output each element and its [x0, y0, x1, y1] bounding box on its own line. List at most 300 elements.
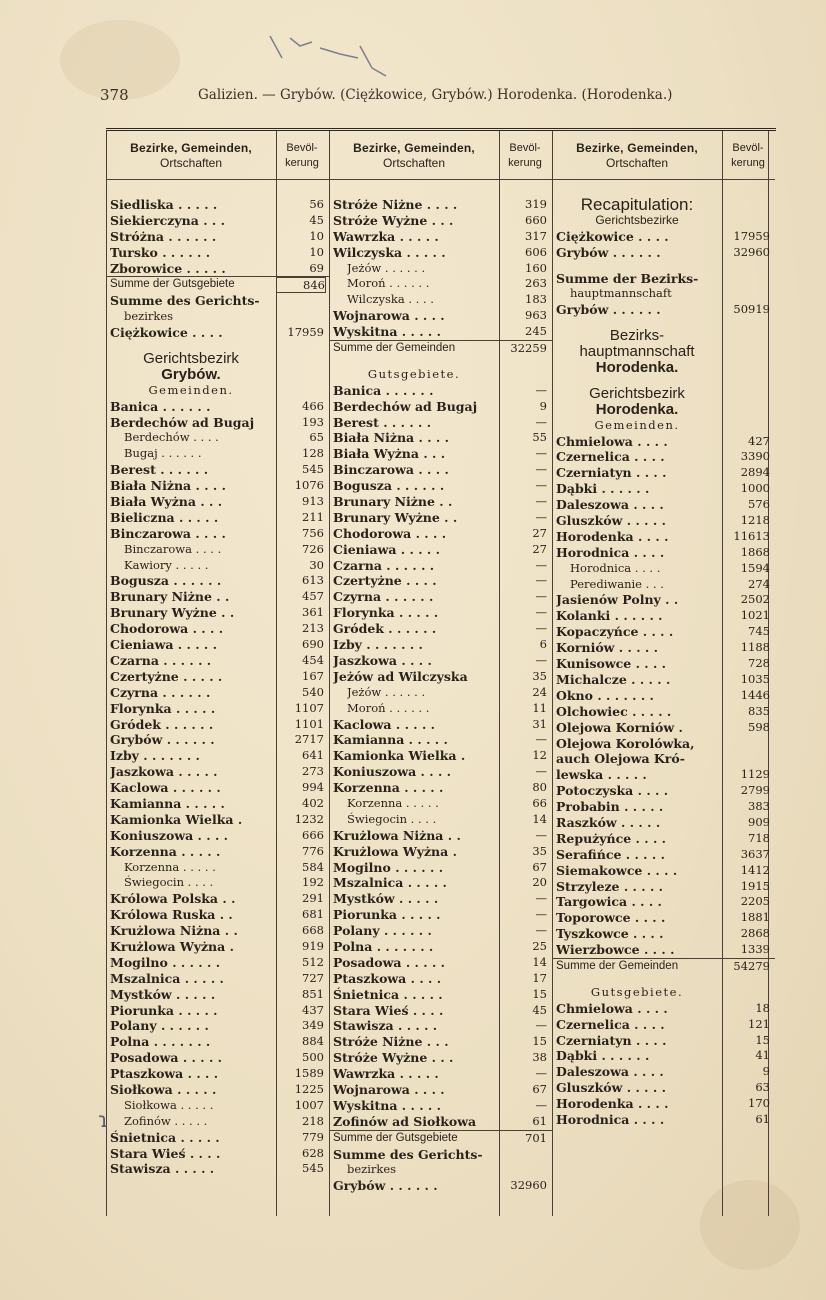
row-name: Wilczyska . . . . . [333, 244, 446, 260]
table-row [552, 302, 775, 318]
table-row [106, 939, 329, 955]
row-population: 14 [532, 954, 547, 969]
table-row [106, 828, 329, 844]
table-row [106, 717, 329, 733]
running-head-title: Galizien. — Grybów. (Ciężkowice, Grybów.) Horodenka. (Horodenka.) [198, 87, 673, 103]
row-name: Summe des Gerichts- [110, 293, 260, 309]
row-name: Czernelica . . . . [556, 449, 665, 465]
row-name: Grybów . . . . . . [110, 732, 215, 748]
row-name: bezirkes [347, 1162, 397, 1177]
row-population: 613 [302, 573, 324, 588]
table-row [106, 1066, 329, 1082]
table-row [552, 1064, 775, 1080]
row-name: Bogusza . . . . . . [333, 478, 445, 494]
row-population: 11 [532, 700, 547, 715]
table-row [329, 891, 552, 907]
table-row [106, 701, 329, 717]
table-row [329, 494, 552, 510]
table-row [106, 1018, 329, 1034]
row-name: Summe der Gemeinden [333, 342, 456, 355]
row-name: Repużyńce . . . . [556, 830, 666, 846]
row-name: Horodnica . . . . [570, 560, 661, 575]
table-row [552, 942, 775, 958]
header-name-line2: Ortschaften [159, 156, 223, 170]
row-population: 402 [302, 795, 324, 810]
row-name: Binczarowa . . . . [110, 525, 226, 541]
row-name: Korzenna . . . . . [124, 859, 216, 874]
row-name: Berdechów ad Bugaj [110, 414, 255, 430]
row-name: Horodenka . . . . [556, 1096, 669, 1112]
row-name: Olejowa Korolówka, [556, 735, 695, 751]
row-population: 50919 [733, 302, 770, 317]
row-name: Summe der Bezirks- [556, 270, 699, 286]
column-header-name [108, 141, 274, 171]
table-row [552, 656, 775, 672]
row-population: — [535, 589, 547, 604]
table-row [329, 589, 552, 605]
column-header [106, 135, 329, 180]
row-name: Gemeinden. [594, 417, 680, 432]
row-population: 35 [532, 843, 547, 858]
table-row [552, 286, 775, 302]
row-population: 1589 [294, 1066, 324, 1081]
table-row [106, 1146, 329, 1162]
row-population: 726 [302, 541, 324, 556]
row-population: — [535, 494, 547, 509]
row-name: Recapitulation: [580, 197, 694, 213]
row-population: 80 [532, 780, 547, 795]
row-population: 913 [302, 494, 324, 509]
row-name: Dąbki . . . . . . [556, 481, 650, 497]
row-name: Polna . . . . . . . [110, 1034, 211, 1050]
row-population: 1218 [740, 513, 770, 528]
table-row [552, 688, 775, 704]
row-population: — [535, 478, 547, 493]
row-name: Tyszkowce . . . . [556, 926, 664, 942]
row-name: Stawisza . . . . . [333, 1018, 438, 1034]
row-name: Ciężkowice . . . . [556, 228, 669, 244]
table-row [552, 577, 775, 593]
row-population: 61 [755, 1111, 770, 1126]
pencil-scribble-icon [260, 28, 400, 78]
row-name: Siołkowa . . . . . [124, 1097, 214, 1112]
row-name: Mszalnica . . . . . [110, 970, 224, 986]
table-row [552, 513, 775, 529]
row-population: 274 [748, 576, 770, 591]
table-row [552, 783, 775, 799]
row-name: Bezirks- [609, 328, 665, 345]
table-row [552, 497, 775, 513]
row-name: Mszalnica . . . . . [333, 875, 447, 891]
row-name: Horodenka. [595, 401, 679, 418]
row-name: Zofinów . . . . . [124, 1113, 208, 1128]
column-rows [329, 197, 552, 1194]
table-row [329, 875, 552, 891]
row-population: 14 [532, 811, 547, 826]
row-population: 18 [755, 1000, 770, 1015]
row-population: — [535, 652, 547, 667]
row-population: 32960 [510, 1178, 547, 1193]
row-name: Bugaj . . . . . . [124, 446, 202, 461]
row-name: Moroń . . . . . . [347, 700, 430, 715]
row-name: Brunary Wyżne . . [110, 605, 235, 621]
row-population: 2502 [740, 592, 770, 607]
table-row [329, 860, 552, 876]
row-name: Summe des Gerichts- [333, 1146, 483, 1162]
table-row [106, 875, 329, 891]
row-population: — [535, 573, 547, 588]
table-row [106, 229, 329, 245]
row-name: Berest . . . . . . [110, 462, 209, 478]
row-name: Gródek . . . . . . [110, 716, 214, 732]
row-name: Potoczyska . . . . [556, 783, 669, 799]
row-name: Toporowce . . . . [556, 910, 666, 926]
row-population: 1000 [740, 481, 770, 496]
table-row [552, 720, 775, 736]
row-name: Kamionka Wielka . [110, 811, 243, 827]
table-row [552, 229, 775, 245]
table-row [106, 955, 329, 971]
row-name: Cieniawa . . . . . [110, 637, 217, 653]
table-row [552, 985, 775, 1001]
table-row [329, 764, 552, 780]
row-name: Ptaszkowa . . . . [333, 970, 442, 986]
row-name: Serafińce . . . . . [556, 846, 665, 862]
table-row [106, 653, 329, 669]
row-name: Berest . . . . . . [333, 414, 432, 430]
row-name: Michalcze . . . . . [556, 671, 671, 687]
table-row [552, 863, 775, 879]
row-name: Targowica . . . . [556, 894, 662, 910]
row-name: Polna . . . . . . . [333, 938, 434, 954]
column-rows [106, 197, 329, 1177]
row-population: — [535, 907, 547, 922]
row-name: Brunary Wyżne . . [333, 509, 458, 525]
table-row [106, 399, 329, 415]
row-population: 45 [309, 212, 324, 227]
table-row [106, 261, 329, 277]
row-population: 2205 [740, 894, 770, 909]
table-row [552, 434, 775, 450]
row-name: Wawrzka . . . . . [333, 228, 439, 244]
row-name: Kaclowa . . . . . . [110, 780, 221, 796]
row-name: Czarna . . . . . . [110, 652, 212, 668]
row-population: — [535, 891, 547, 906]
table-row [329, 308, 552, 324]
row-name: Perediwanie . . . [570, 576, 664, 591]
row-population: 317 [525, 228, 547, 243]
row-name: Koniuszowa . . . . [110, 827, 228, 843]
table-row [329, 1178, 552, 1194]
table-row [329, 229, 552, 245]
row-population: 15 [755, 1032, 770, 1047]
column-header-population [723, 141, 773, 171]
row-name: Świegocin . . . . [124, 875, 214, 890]
table-row [552, 449, 775, 465]
row-name: Binczarowa . . . . [333, 462, 449, 478]
table-row [552, 672, 775, 688]
row-population: 9 [762, 1064, 770, 1079]
row-population: 1446 [740, 687, 770, 702]
table-row [106, 367, 329, 383]
table-row [106, 293, 329, 309]
table-row [106, 907, 329, 923]
table-row [552, 975, 775, 985]
row-population: 27 [532, 541, 547, 556]
table-row [329, 653, 552, 669]
table-row [106, 971, 329, 987]
table-row [552, 418, 775, 434]
table-row [329, 213, 552, 229]
row-name: Korzenna . . . . . [347, 795, 439, 810]
row-name: auch Olejowa Kró- [556, 751, 685, 767]
table-row [552, 847, 775, 863]
pencil-mark-icon: ɿ [98, 1108, 109, 1132]
table-row [106, 1050, 329, 1066]
table-row [106, 341, 329, 351]
row-population: 24 [532, 684, 547, 699]
header-name-line2: Ortschaften [382, 156, 446, 170]
row-name: Jaszkowa . . . . . [110, 764, 218, 780]
header-pop-line1: Bevöl- [286, 142, 318, 154]
table-row [552, 751, 775, 767]
row-name: lewska . . . . . [556, 767, 647, 783]
table-row [552, 376, 775, 386]
row-name: Stróże Niżne . . . [333, 1034, 449, 1050]
row-population: 963 [525, 308, 547, 323]
row-population: — [535, 923, 547, 938]
row-name: Biała Niżna . . . . [110, 478, 226, 494]
row-population: 512 [302, 954, 324, 969]
row-population: 851 [302, 986, 324, 1001]
row-name: Wawrzka . . . . . [333, 1066, 439, 1082]
row-population: 1225 [294, 1081, 324, 1096]
row-population: 776 [302, 843, 324, 858]
row-population: 690 [302, 637, 324, 652]
table-row [106, 542, 329, 558]
row-name: Chodorowa . . . . [333, 525, 447, 541]
table-column-3 [552, 131, 775, 1216]
table-row [552, 1033, 775, 1049]
row-population: 41 [755, 1048, 770, 1063]
row-name: Okno . . . . . . . [556, 687, 654, 703]
row-name: Binczarowa . . . . [124, 541, 222, 556]
row-name: Stara Wieś . . . . [110, 1145, 221, 1161]
row-population: 779 [302, 1129, 324, 1144]
row-population: 20 [532, 875, 547, 890]
row-population: 17 [532, 970, 547, 985]
table-row [106, 383, 329, 399]
row-population: 69 [309, 260, 324, 275]
row-name: Korniów . . . . . [556, 640, 658, 656]
table-row [329, 478, 552, 494]
header-name-line1: Bezirke, Gemeinden, [130, 141, 252, 155]
row-population: 32960 [733, 244, 770, 259]
table-row [106, 351, 329, 367]
header-name-line2: Ortschaften [605, 156, 669, 170]
row-name: Gerichtsbezirk [143, 351, 239, 367]
row-population: — [535, 462, 547, 477]
row-name: Bogusza . . . . . . [110, 573, 222, 589]
row-population: 291 [302, 891, 324, 906]
row-name: Posadowa . . . . . [110, 1050, 222, 1066]
table-row [552, 1001, 775, 1017]
row-name: Gluszków . . . . . [556, 513, 666, 529]
row-name: hauptmannschaft [579, 344, 695, 361]
table-row [329, 748, 552, 764]
row-population: 319 [525, 197, 547, 211]
row-population: 167 [302, 668, 324, 683]
row-population: 660 [525, 212, 547, 227]
table-row [106, 1098, 329, 1114]
row-name: Probabin . . . . . [556, 799, 664, 815]
row-population: 63 [755, 1080, 770, 1095]
row-name: Korzenna . . . . . [333, 780, 444, 796]
table-row [552, 1048, 775, 1064]
table-row [106, 637, 329, 653]
row-name: Gutsgebiete. [367, 366, 461, 381]
row-name: Kamionka Wielka . [333, 748, 466, 764]
row-population: 211 [302, 509, 324, 524]
row-name: Banica . . . . . . [333, 382, 434, 398]
table-row [552, 958, 775, 975]
table-row [106, 309, 329, 325]
table-row [329, 292, 552, 308]
table-row [329, 796, 552, 812]
row-population: 17959 [733, 228, 770, 243]
table-row [106, 245, 329, 261]
row-population: 31 [532, 716, 547, 731]
row-name: Zofinów ad Siołkowa [333, 1113, 477, 1129]
row-name: Wojnarowa . . . . [333, 1081, 445, 1097]
row-name: Horodenka. [595, 360, 679, 376]
table-row [329, 637, 552, 653]
row-name: Jaszkowa . . . . [333, 652, 432, 668]
row-name: Mogilno . . . . . . [110, 954, 221, 970]
row-name: Zborowice . . . . . [110, 260, 226, 276]
column-header-name [331, 141, 497, 171]
table-row [106, 685, 329, 701]
table-row [552, 926, 775, 942]
column-header [329, 135, 552, 180]
row-name: Tursko . . . . . . [110, 244, 211, 260]
row-population: 17959 [287, 325, 324, 340]
row-name: Wierzbowce . . . . [556, 942, 675, 958]
row-population: 584 [302, 859, 324, 874]
row-name: Moroń . . . . . . [347, 276, 430, 291]
row-name: Wyskitna . . . . . [333, 324, 441, 340]
table-row [106, 589, 329, 605]
table-row [329, 276, 552, 292]
row-name: Czerniatyn . . . . [556, 1032, 667, 1048]
row-name: Śnietnica . . . . . [110, 1129, 220, 1145]
row-population: — [535, 414, 547, 429]
table-row [552, 831, 775, 847]
row-name: hauptmannschaft [570, 286, 672, 301]
row-population: 1021 [740, 608, 770, 623]
row-population: 598 [748, 719, 770, 734]
row-name: Summe der Gemeinden [556, 959, 679, 972]
row-name: bezirkes [124, 309, 174, 324]
table-row [106, 860, 329, 876]
row-population: 2894 [740, 465, 770, 480]
table-row [329, 732, 552, 748]
table-row [552, 402, 775, 418]
table-row [106, 812, 329, 828]
row-population: 128 [302, 446, 324, 461]
row-population: 38 [532, 1050, 547, 1065]
row-name: Krużlowa Wyżna . [110, 938, 234, 954]
table-row [329, 197, 552, 213]
row-name: Mystków . . . . . [333, 891, 439, 907]
table-row [329, 573, 552, 589]
row-name: Siedliska . . . . . [110, 197, 218, 212]
table-row [552, 213, 775, 229]
row-name: Florynka . . . . . [110, 700, 216, 716]
row-population: 466 [302, 398, 324, 413]
row-population: 54279 [733, 958, 770, 973]
row-name: Grybów . . . . . . [333, 1178, 438, 1194]
row-population: 437 [302, 1002, 324, 1017]
row-name: Summe der Gutsgebiete [110, 278, 235, 291]
table-row [106, 213, 329, 229]
row-population: 835 [748, 703, 770, 718]
row-name: Siemakowce . . . . [556, 862, 678, 878]
table-row [552, 1017, 775, 1033]
table-row [329, 1082, 552, 1098]
row-name: Brunary Niżne . . [333, 494, 453, 510]
table-row [329, 526, 552, 542]
table-row [329, 1034, 552, 1050]
table-row [106, 462, 329, 478]
row-name: Czertyżne . . . . . [110, 668, 223, 684]
row-name: Gerichtsbezirk [589, 385, 685, 402]
table-row [552, 360, 775, 376]
running-header [100, 86, 760, 106]
row-population: 15 [532, 1034, 547, 1049]
row-population: 45 [532, 1002, 547, 1017]
table-row [552, 318, 775, 328]
table-row [552, 197, 775, 213]
row-population: 10 [309, 244, 324, 259]
row-name: Krużlowa Niżna . . [333, 827, 461, 843]
row-population: 12 [532, 748, 547, 763]
row-population: 454 [302, 652, 324, 667]
row-population: 1594 [740, 560, 770, 575]
table-row [329, 1018, 552, 1034]
row-population: 1107 [294, 700, 324, 715]
table-row [329, 340, 552, 357]
row-name: Raszków . . . . . [556, 814, 661, 830]
table-row [329, 780, 552, 796]
row-name: Czerniatyn . . . . [556, 465, 667, 481]
table-row [552, 529, 775, 545]
row-population: 66 [532, 795, 547, 810]
row-name: Horodenka . . . . [556, 528, 669, 544]
row-name: Czarna . . . . . . [333, 557, 435, 573]
table-row [552, 271, 775, 287]
row-name: Brunary Niżne . . [110, 589, 230, 605]
table-row [106, 1130, 329, 1146]
row-name: Śnietnica . . . . . [333, 986, 443, 1002]
row-population: 666 [302, 827, 324, 842]
row-name: Kunisowce . . . . [556, 656, 667, 672]
row-name: Kawiory . . . . . [124, 557, 209, 572]
row-name: Kamianna . . . . . [110, 795, 225, 811]
row-population: 427 [748, 433, 770, 448]
row-name: Świegocin . . . . [347, 811, 437, 826]
row-population: 6 [539, 637, 547, 652]
